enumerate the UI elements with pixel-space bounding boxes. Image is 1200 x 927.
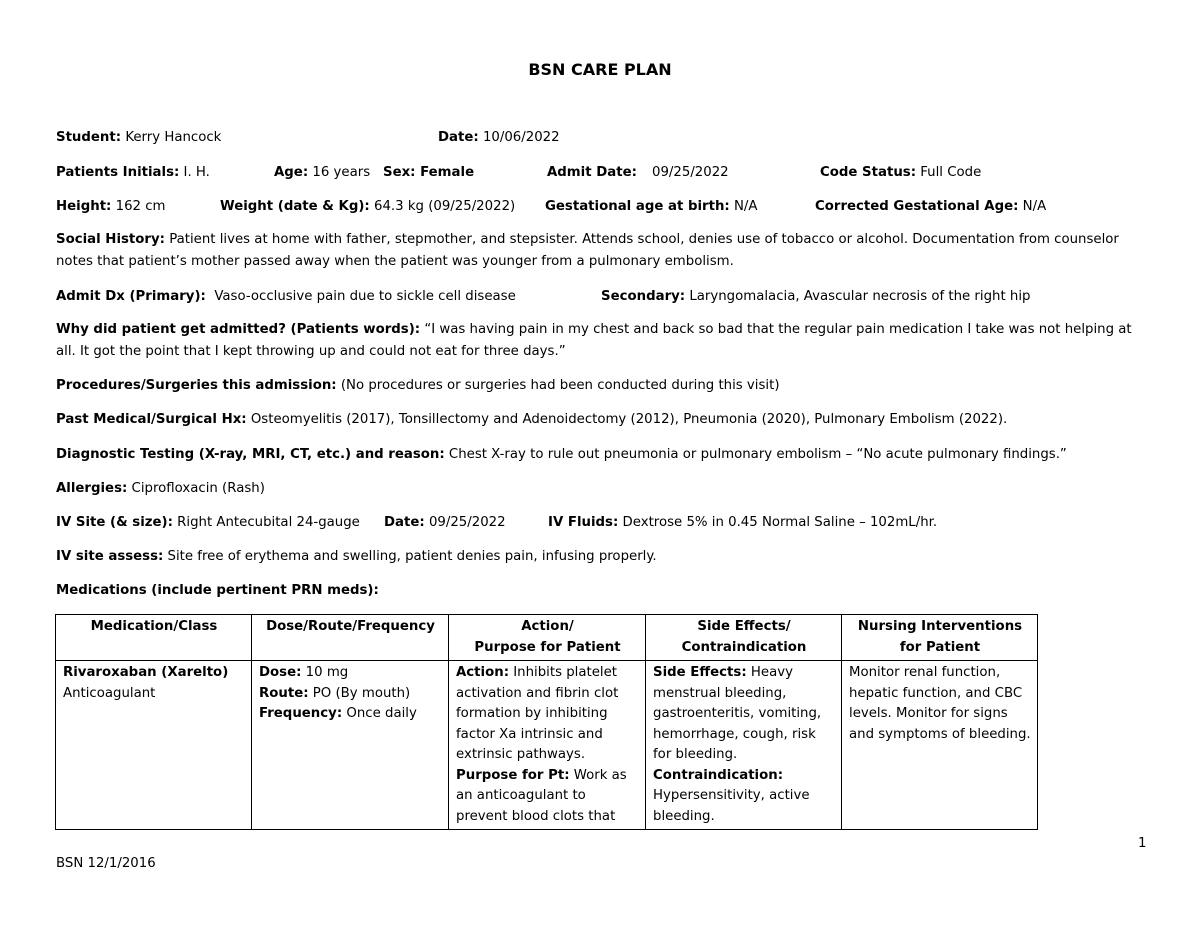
- allergies-field: [56, 481, 265, 496]
- iv-assess-field: [56, 549, 657, 564]
- purpose-value: Work as an anticoagulant to prevent blood clots that: [456, 767, 627, 824]
- dose-value: 10 mg: [305, 665, 349, 680]
- sex-label: Sex: Female: [383, 165, 475, 180]
- contraindication-value: Hypersensitivity, active bleeding.: [653, 788, 810, 824]
- allergies-value: Ciprofloxacin (Rash): [131, 481, 265, 496]
- admit-date-field: [547, 165, 637, 180]
- social-history-value: Patient lives at home with father, stepmother, and stepsister. Attends school, denies use of tobacco or alcohol. Documentation from counselor notes that patient’s mother passed away when the patient was younger from a pulmonary embolism.: [56, 232, 1119, 269]
- corrected-gestational-age-value: N/A: [1022, 199, 1047, 214]
- procedures-value: (No procedures or surgeries had been conducted during this visit): [340, 378, 780, 393]
- medication-name: Rivaroxaban (Xarelto): [63, 665, 229, 680]
- student-value: Kerry Hancock: [125, 130, 222, 145]
- iv-site-label: IV Site (& size):: [56, 515, 173, 530]
- nursing-cell: [842, 661, 1038, 830]
- nursing-value: Monitor renal function, hepatic function, and CBC levels. Monitor for signs and symptoms of bleeding.: [849, 665, 1031, 742]
- weight-field: [220, 199, 515, 214]
- gestational-age-label: Gestational age at birth:: [545, 199, 730, 214]
- header-nursing-interventions: Nursing Interventions for Patient: [842, 615, 1038, 661]
- iv-fluids-label: IV Fluids:: [548, 515, 619, 530]
- medication-class: Anticoagulant: [63, 685, 156, 701]
- procedures-label: Procedures/Surgeries this admission:: [56, 378, 337, 393]
- date-label: Date:: [438, 130, 479, 145]
- past-hx-label: Past Medical/Surgical Hx:: [56, 412, 247, 427]
- footer-version: BSN 12/1/2016: [56, 856, 156, 871]
- secondary-dx-label: Secondary:: [601, 289, 686, 304]
- iv-fluids-value: Dextrose 5% in 0.45 Normal Saline – 102mL/hr.: [622, 515, 938, 530]
- allergies-label: Allergies:: [56, 481, 128, 496]
- why-admitted: [56, 319, 1151, 363]
- student-label: Student:: [56, 130, 122, 145]
- code-status-value: Full Code: [920, 165, 982, 180]
- header-side-effects: Side Effects/ Contraindication: [646, 615, 842, 661]
- age-field: [274, 165, 370, 180]
- initials-label: Patients Initials:: [56, 165, 180, 180]
- age-label: Age:: [274, 165, 309, 180]
- header-dose-route-frequency: Dose/Route/Frequency: [252, 615, 449, 661]
- code-status-label: Code Status:: [820, 165, 917, 180]
- diagnostic-label: Diagnostic Testing (X-ray, MRI, CT, etc.) and reason:: [56, 447, 445, 462]
- diagnostic-value: Chest X-ray to rule out pneumonia or pulmonary embolism – “No acute pulmonary findings.”: [448, 447, 1067, 462]
- height-label: Height:: [56, 199, 112, 214]
- height-value: 162 cm: [115, 199, 166, 214]
- medication-table: [55, 614, 1038, 830]
- table-header-row: [56, 615, 1038, 661]
- iv-date-value: 09/25/2022: [428, 515, 506, 530]
- route-value: PO (By mouth): [312, 685, 411, 701]
- action-value: Inhibits platelet activation and fibrin clot formation by inhibiting factor Xa intrinsic and extrinsic pathways.: [456, 665, 619, 762]
- admit-date-label: Admit Date:: [547, 165, 637, 180]
- height-field: [56, 199, 165, 214]
- page-number: 1: [1138, 836, 1147, 851]
- code-status-field: [820, 165, 981, 180]
- social-history: [56, 229, 1146, 273]
- side-effects-cell: Side Effects: Heavy menstrual bleeding, gastroenteritis, vomiting, hemorrhage, cough, risk for bleeding. Contraindication: Hypersensitivity, active bleeding.: [646, 661, 842, 830]
- initials-field: [56, 165, 210, 180]
- medications-heading: Medications (include pertinent PRN meds):: [56, 583, 379, 598]
- student-field: [56, 130, 221, 145]
- page-title: BSN CARE PLAN: [528, 60, 672, 79]
- why-admitted-value: “I was having pain in my chest and back so bad that the regular pain medication I take was not helping at all. It got the point that I kept throwing up and could not eat for three days.”: [56, 322, 1132, 359]
- iv-fluids-field: [548, 515, 937, 530]
- gestational-age-value: N/A: [733, 199, 758, 214]
- iv-date-label: Date:: [384, 515, 425, 530]
- table-row: [56, 661, 1038, 830]
- dose-cell: Dose: 10 mg Route: PO (By mouth) Frequency: Once daily: [252, 661, 449, 830]
- past-hx-value: Osteomyelitis (2017), Tonsillectomy and Adenoidectomy (2012), Pneumonia (2020), Pulmonary Embolism (2022).: [250, 412, 1008, 427]
- diagnostic-field: [56, 447, 1067, 462]
- iv-assess-label: IV site assess:: [56, 549, 164, 564]
- procedures-field: [56, 378, 780, 393]
- past-hx-field: [56, 412, 1007, 427]
- medication-cell: [56, 661, 252, 830]
- why-admitted-label: Why did patient get admitted? (Patients words):: [56, 322, 421, 337]
- iv-site-field: [56, 515, 360, 530]
- weight-label: Weight (date & Kg):: [220, 199, 370, 214]
- corrected-gestational-age-field: [815, 199, 1046, 214]
- corrected-gestational-age-label: Corrected Gestational Age:: [815, 199, 1019, 214]
- date-value: 10/06/2022: [482, 130, 560, 145]
- admit-dx-value: Vaso-occlusive pain due to sickle cell disease: [214, 289, 516, 304]
- frequency-value: Once daily: [346, 706, 417, 721]
- admit-dx-field: [56, 289, 516, 304]
- side-effects-value: Heavy menstrual bleeding, gastroenteritis, vomiting, hemorrhage, cough, risk for bleeding.: [653, 665, 822, 762]
- iv-date-field: [384, 515, 506, 530]
- social-history-label: Social History:: [56, 232, 165, 247]
- admit-dx-label: Admit Dx (Primary):: [56, 289, 206, 304]
- age-value: 16 years: [312, 165, 371, 180]
- iv-assess-value: Site free of erythema and swelling, patient denies pain, infusing properly.: [167, 549, 657, 564]
- date-field: [438, 130, 560, 145]
- secondary-dx-value: Laryngomalacia, Avascular necrosis of the right hip: [689, 289, 1031, 304]
- header-medication-class: Medication/Class: [56, 615, 252, 661]
- action-cell: Action: Inhibits platelet activation and fibrin clot formation by inhibiting factor Xa intrinsic and extrinsic pathways. Purpose for Pt: Work as an anticoagulant to prevent blood clots that: [449, 661, 646, 830]
- header-action-purpose: Action/ Purpose for Patient: [449, 615, 646, 661]
- weight-value: 64.3 kg (09/25/2022): [374, 199, 516, 214]
- secondary-dx-field: [601, 289, 1030, 304]
- gestational-age-field: [545, 199, 758, 214]
- sex-field: [383, 165, 474, 180]
- iv-site-value: Right Antecubital 24-gauge: [177, 515, 360, 530]
- initials-value: I. H.: [183, 165, 210, 180]
- admit-date-value: 09/25/2022: [652, 165, 729, 180]
